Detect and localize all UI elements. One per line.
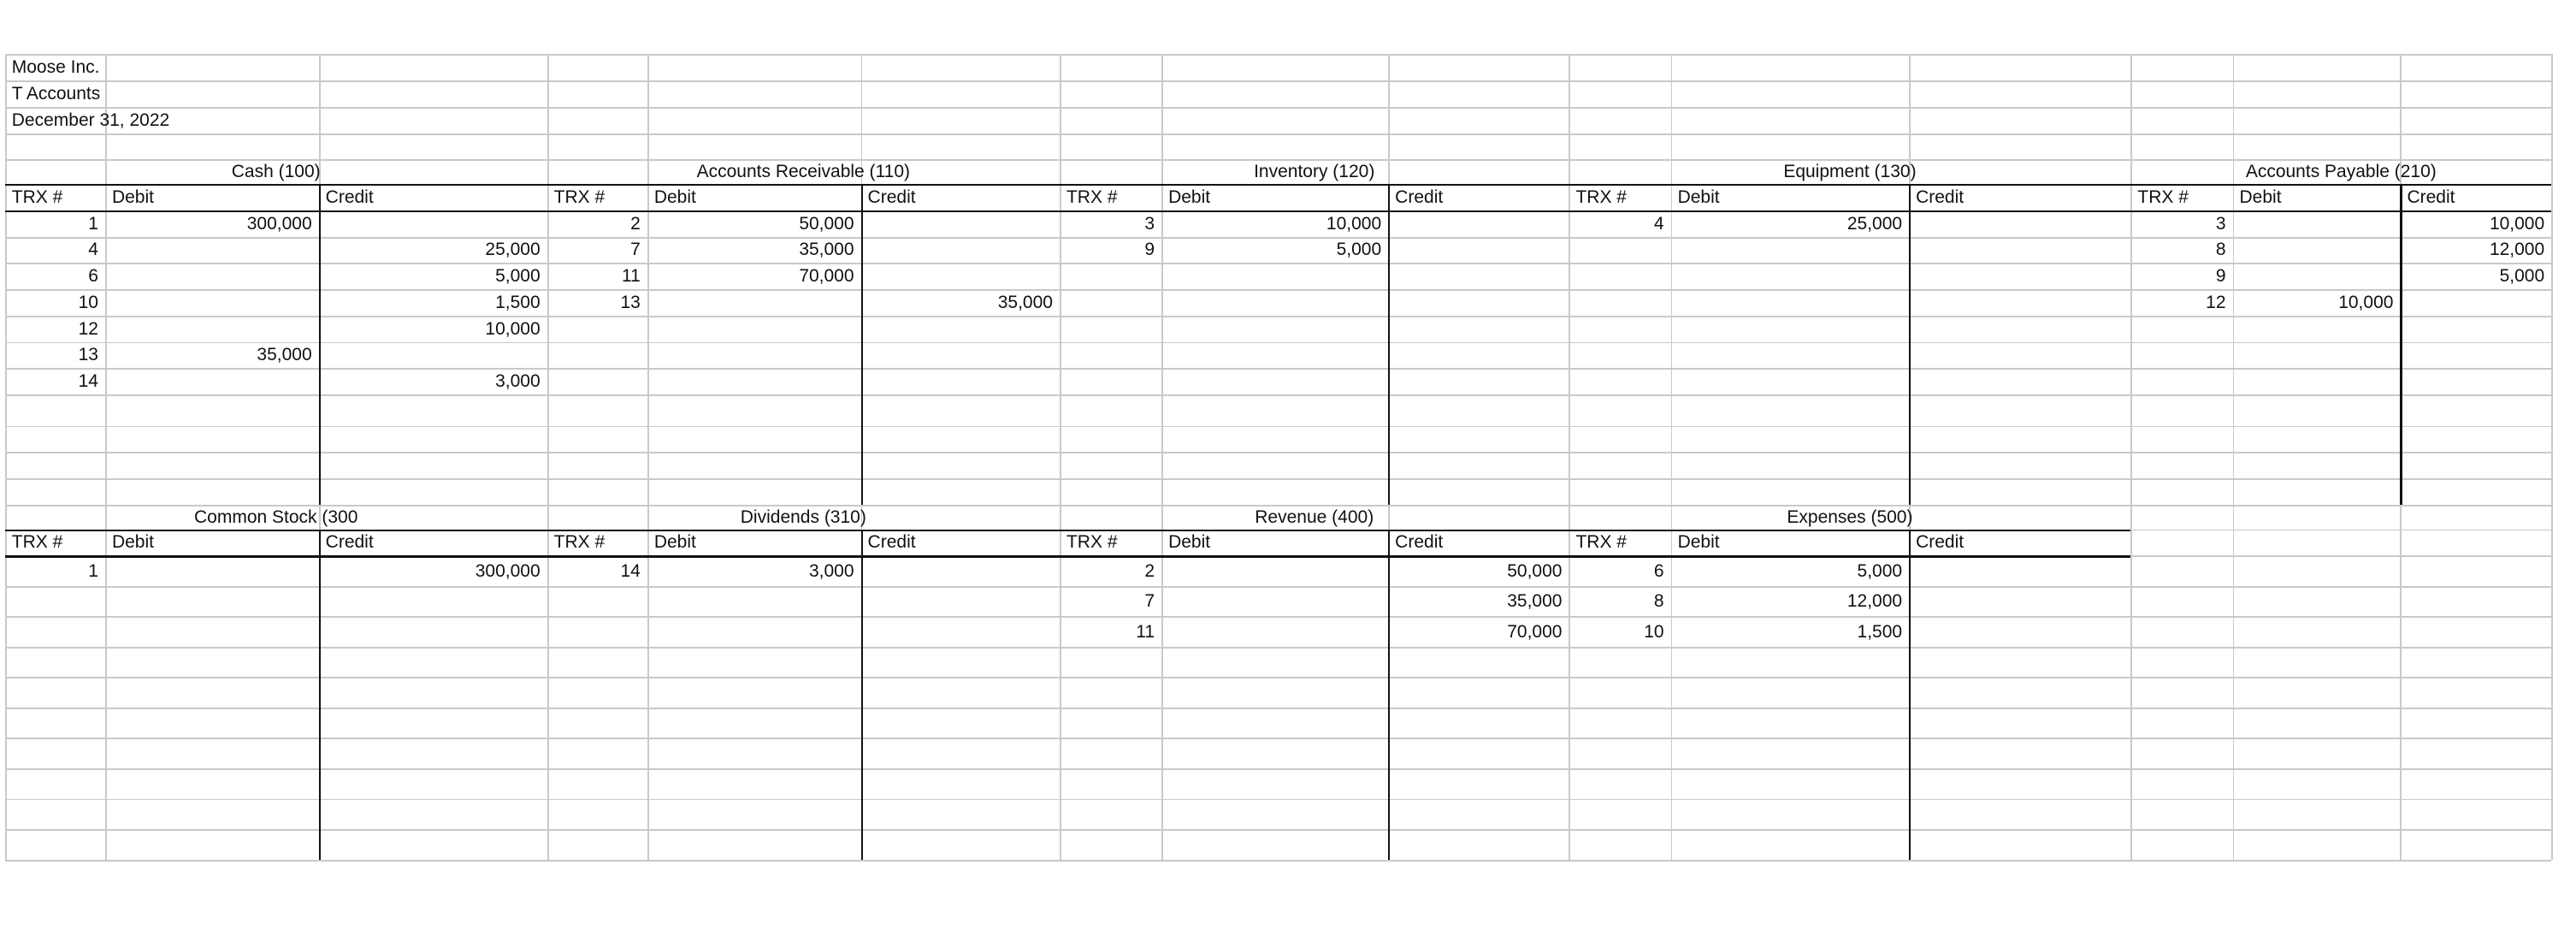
trx-number: 7 bbox=[630, 240, 641, 260]
credit-amount bbox=[1388, 237, 1569, 264]
credit-column-header: Credit bbox=[325, 187, 374, 207]
company-name: Moose Inc. bbox=[11, 57, 100, 78]
debit-amount: 1,500 bbox=[1857, 621, 1903, 642]
trx-number: 10 bbox=[1644, 621, 1664, 642]
account-title: Inventory (120) bbox=[1254, 162, 1375, 182]
account-title: Cash (100) bbox=[231, 162, 321, 182]
debit-amount bbox=[105, 368, 319, 394]
gridline-horizontal bbox=[5, 452, 2551, 453]
debit-column-header: Debit bbox=[1168, 187, 1211, 207]
debit-amount: 5,000 bbox=[1336, 240, 1382, 260]
trx-number: 14 bbox=[620, 560, 641, 581]
debit-column-header: Debit bbox=[2239, 187, 2282, 207]
credit-amount: 12,000 bbox=[2489, 240, 2545, 260]
trx-column-header: TRX # bbox=[11, 187, 63, 207]
trx-number: 10 bbox=[78, 292, 98, 312]
debit-column-header: Debit bbox=[111, 532, 154, 553]
debit-column-header: Debit bbox=[653, 532, 696, 553]
gridline-horizontal bbox=[5, 426, 2551, 428]
trx-number: 7 bbox=[1144, 591, 1155, 612]
credit-column-header: Credit bbox=[867, 187, 916, 207]
credit-amount: 5,000 bbox=[2499, 266, 2545, 287]
credit-amount bbox=[319, 342, 547, 369]
credit-amount: 25,000 bbox=[485, 240, 541, 260]
account-title: Equipment (130) bbox=[1783, 162, 1917, 182]
trx-column-header: TRX # bbox=[2137, 187, 2189, 207]
trx-number: 8 bbox=[1653, 591, 1664, 612]
debit-amount: 70,000 bbox=[799, 266, 854, 287]
trx-number: 2 bbox=[630, 213, 641, 234]
gridline-horizontal bbox=[5, 860, 2551, 862]
trx-column-header: TRX # bbox=[553, 187, 606, 207]
credit-amount bbox=[2400, 289, 2551, 316]
debit-amount: 35,000 bbox=[257, 345, 312, 365]
gridline-horizontal bbox=[5, 768, 2551, 770]
credit-column-header: Credit bbox=[1916, 532, 1964, 553]
trx-number: 12 bbox=[78, 318, 98, 339]
gridline-horizontal bbox=[5, 647, 2551, 649]
trx-number: 2 bbox=[1144, 560, 1155, 581]
debit-amount bbox=[105, 555, 319, 586]
credit-amount bbox=[1388, 210, 1569, 237]
credit-amount: 10,000 bbox=[485, 318, 541, 339]
trx-column-header: TRX # bbox=[1066, 187, 1118, 207]
account-title: Dividends (310) bbox=[740, 507, 866, 527]
trx-number: 8 bbox=[2215, 240, 2226, 260]
trx-number: 13 bbox=[78, 345, 98, 365]
account-title: Expenses (500) bbox=[1787, 507, 1913, 527]
gridline-vertical bbox=[2551, 54, 2553, 859]
debit-amount: 12,000 bbox=[1846, 591, 1903, 612]
trx-number: 6 bbox=[88, 266, 98, 287]
credit-amount: 35,000 bbox=[1507, 591, 1563, 612]
credit-amount: 5,000 bbox=[495, 266, 541, 287]
trx-number: 13 bbox=[620, 292, 641, 312]
credit-amount bbox=[861, 555, 1060, 586]
debit-amount: 50,000 bbox=[799, 213, 854, 234]
gridline-horizontal bbox=[5, 54, 2551, 56]
credit-column-header: Credit bbox=[1395, 532, 1444, 553]
gridline-horizontal bbox=[5, 478, 2551, 480]
gridline-horizontal bbox=[5, 133, 2551, 135]
gridline-horizontal bbox=[5, 799, 2551, 801]
trx-number: 4 bbox=[88, 240, 98, 260]
trx-number: 11 bbox=[622, 266, 641, 287]
trx-number: 9 bbox=[1144, 240, 1155, 260]
debit-amount bbox=[105, 289, 319, 316]
credit-amount: 50,000 bbox=[1507, 560, 1563, 581]
gridline-horizontal bbox=[5, 738, 2551, 739]
credit-amount bbox=[1909, 616, 2130, 647]
trx-number: 12 bbox=[2206, 292, 2226, 312]
debit-column-header: Debit bbox=[1677, 187, 1720, 207]
credit-amount bbox=[861, 263, 1060, 289]
trx-column-header: TRX # bbox=[11, 532, 63, 553]
debit-amount bbox=[105, 316, 319, 342]
debit-amount: 300,000 bbox=[246, 213, 312, 234]
debit-amount: 25,000 bbox=[1846, 213, 1903, 234]
trx-column-header: TRX # bbox=[1575, 187, 1627, 207]
credit-amount: 10,000 bbox=[2489, 213, 2545, 234]
trx-number: 1 bbox=[88, 213, 98, 234]
debit-amount: 35,000 bbox=[799, 240, 854, 260]
report-date: December 31, 2022 bbox=[11, 110, 170, 130]
gridline-horizontal bbox=[5, 107, 2551, 109]
credit-amount bbox=[319, 210, 547, 237]
credit-column-header: Credit bbox=[2407, 187, 2455, 207]
debit-amount bbox=[105, 263, 319, 289]
account-title: Accounts Payable (210) bbox=[2245, 162, 2437, 182]
trx-number: 4 bbox=[1653, 213, 1664, 234]
trx-number: 1 bbox=[88, 560, 98, 581]
credit-amount bbox=[861, 237, 1060, 264]
debit-amount: 10,000 bbox=[2338, 292, 2394, 312]
debit-amount bbox=[2233, 237, 2401, 264]
credit-amount: 35,000 bbox=[997, 292, 1053, 312]
trx-number: 11 bbox=[1136, 621, 1155, 642]
debit-amount: 3,000 bbox=[808, 560, 854, 581]
credit-column-header: Credit bbox=[1916, 187, 1964, 207]
credit-column-header: Credit bbox=[1395, 187, 1444, 207]
debit-amount bbox=[647, 289, 861, 316]
gridline-horizontal bbox=[5, 394, 2551, 396]
trx-column-header: TRX # bbox=[1066, 532, 1118, 553]
trx-column-header: TRX # bbox=[1575, 532, 1627, 553]
debit-amount: 10,000 bbox=[1326, 213, 1382, 234]
credit-amount bbox=[1909, 586, 2130, 617]
trx-number: 6 bbox=[1653, 560, 1664, 581]
credit-column-header: Credit bbox=[867, 532, 916, 553]
debit-amount bbox=[1161, 586, 1388, 617]
account-title: Revenue (400) bbox=[1255, 507, 1374, 527]
trx-number: 9 bbox=[2215, 266, 2226, 287]
account-title: Common Stock (300 bbox=[193, 507, 358, 527]
credit-column-header: Credit bbox=[325, 532, 374, 553]
debit-column-header: Debit bbox=[111, 187, 154, 207]
debit-column-header: Debit bbox=[653, 187, 696, 207]
debit-column-header: Debit bbox=[1168, 532, 1211, 553]
gridline-horizontal bbox=[5, 677, 2551, 678]
debit-amount bbox=[2233, 263, 2401, 289]
debit-column-header: Debit bbox=[1677, 532, 1720, 553]
credit-amount bbox=[1909, 210, 2130, 237]
gridline-horizontal bbox=[5, 708, 2551, 709]
credit-amount bbox=[1909, 555, 2130, 586]
trx-number: 14 bbox=[78, 371, 98, 392]
gridline-horizontal bbox=[5, 829, 2551, 831]
credit-amount: 300,000 bbox=[475, 560, 541, 581]
debit-amount: 5,000 bbox=[1857, 560, 1903, 581]
gridline-horizontal bbox=[5, 80, 2551, 82]
account-title: Accounts Receivable (110) bbox=[696, 162, 911, 182]
debit-amount bbox=[2233, 210, 2401, 237]
credit-amount: 1,500 bbox=[495, 292, 541, 312]
credit-amount: 3,000 bbox=[495, 371, 541, 392]
credit-amount: 70,000 bbox=[1507, 621, 1563, 642]
credit-amount bbox=[861, 210, 1060, 237]
debit-amount bbox=[1161, 555, 1388, 586]
report-title: T Accounts bbox=[11, 83, 101, 104]
trx-number: 3 bbox=[2215, 213, 2226, 234]
debit-amount bbox=[105, 237, 319, 264]
trx-column-header: TRX # bbox=[553, 532, 606, 553]
trx-number: 3 bbox=[1144, 213, 1155, 234]
debit-amount bbox=[1161, 616, 1388, 647]
